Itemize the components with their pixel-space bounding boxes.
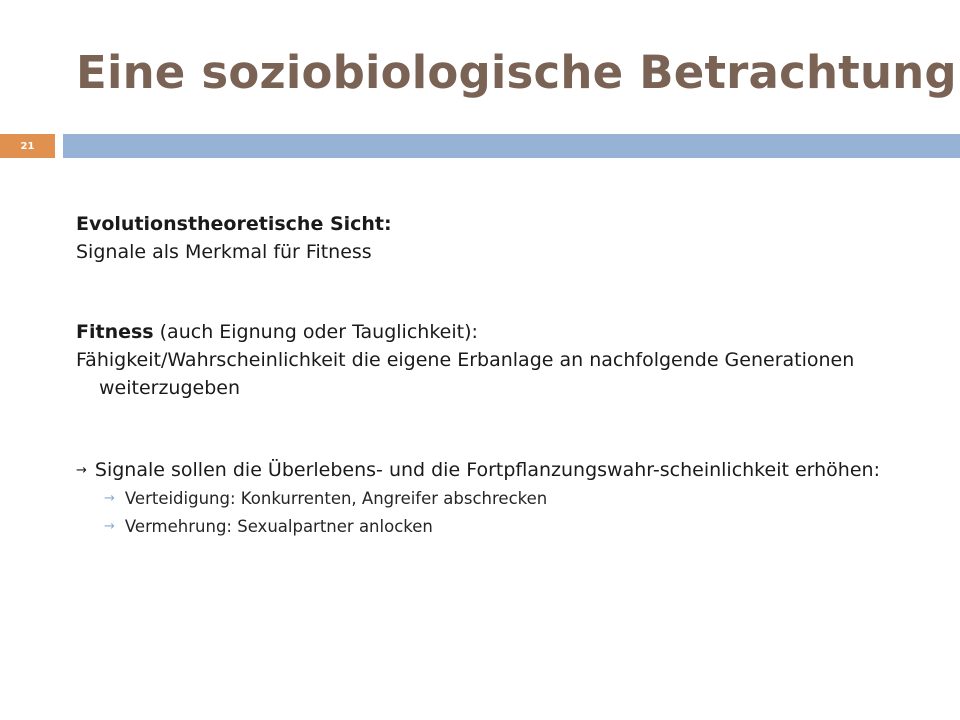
slide-number-badge — [0, 134, 55, 158]
sub-item-text: Verteidigung: Konkurrenten, Angreifer abschrecken — [124, 489, 548, 508]
fitness-heading — [76, 318, 896, 346]
arrow-right-icon: → — [104, 491, 115, 506]
conclusion-text: Signale sollen die Überlebens- und die Fortpflanzungswahr-scheinlichkeit erhöhen: — [94, 459, 880, 481]
slide-number: 21 — [20, 140, 35, 152]
sub-item-defense — [76, 485, 896, 513]
arrow-right-icon: → — [76, 463, 87, 478]
sub-item-text: Vermehrung: Sexualpartner anlocken — [124, 517, 433, 536]
sub-item-reproduction — [76, 513, 896, 541]
arrow-right-icon: → — [104, 519, 115, 534]
slide-content — [76, 210, 896, 541]
conclusion-item — [76, 456, 896, 485]
fitness-parenthetical: (auch Eignung oder Tauglichkeit): — [153, 321, 478, 343]
heading-evolution: Evolutionstheoretische Sicht: — [76, 213, 392, 235]
fitness-term: Fitness — [76, 321, 154, 343]
slide-title: Eine soziobiologische Betrachtung — [76, 46, 957, 99]
header-bar — [63, 134, 960, 158]
fitness-definition: Fähigkeit/Wahrscheinlichkeit die eigene Erbanlage an nachfolgende Generationen weiterzugeben — [76, 349, 855, 399]
text-signals-fitness: Signale als Merkmal für Fitness — [76, 241, 372, 263]
